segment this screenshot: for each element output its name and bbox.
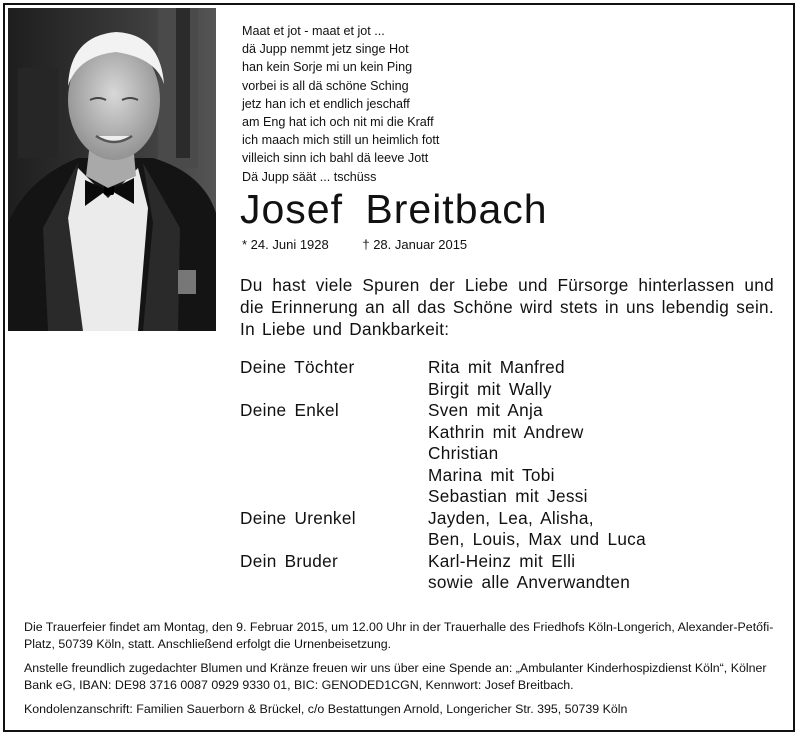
- family-member: Rita mit Manfred: [428, 357, 565, 377]
- family-group: [240, 551, 646, 594]
- poem: [242, 22, 439, 186]
- family-group: [240, 400, 646, 508]
- condolence-address: Kondolenzanschrift: Familien Sauerborn & Brückel, c/o Bestattungen Arnold, Longericher Str. 395, 50739 Köln: [24, 702, 628, 716]
- family-member: Birgit mit Wally: [428, 378, 552, 399]
- footer-notes: [24, 619, 774, 725]
- family-member: Ben, Louis, Max und Luca: [428, 529, 646, 549]
- funeral-notice: Die Trauerfeier findet am Montag, den 9. Februar 2015, um 12.00 Uhr in der Trauerhalle des Friedhofs Köln-Longerich, Alexander-Petőfi-Platz, 50739 Köln, statt. Anschließend erfolgt die Urnenbeisetzung.: [24, 620, 774, 651]
- portrait-illustration: [8, 8, 216, 331]
- family-group: [240, 357, 646, 400]
- family-group-label: Deine Töchter: [240, 357, 355, 377]
- poem-line: dä Jupp nemmt jetz singe Hot: [242, 42, 409, 57]
- death-date: † 28. Januar 2015: [362, 237, 468, 252]
- farewell-message: Du hast viele Spuren der Liebe und Fürsorge hinterlassen und die Erinnerung an all das Schöne wird stets in uns lebendig sein. In Liebe und Dankbarkeit:: [240, 275, 774, 339]
- family-list: [240, 357, 646, 594]
- family-group-label: Deine Urenkel: [240, 507, 356, 528]
- family-member: Jayden, Lea, Alisha,: [428, 507, 594, 528]
- family-group: [240, 508, 646, 551]
- family-member: Marina mit Tobi: [428, 464, 555, 485]
- family-group-label: Dein Bruder: [240, 550, 339, 571]
- poem-line: Dä Jupp säät ... tschüss: [242, 169, 377, 184]
- life-dates: [242, 237, 497, 252]
- poem-line: Maat et jot - maat et jot ...: [242, 24, 385, 38]
- poem-line: villeich sinn ich bahl dä leeve Jott: [242, 151, 429, 166]
- family-member: sowie alle Anverwandten: [428, 572, 631, 592]
- portrait-photo: [8, 8, 216, 331]
- poem-line: am Eng hat ich och nit mi die Kraff: [242, 115, 434, 130]
- poem-line: han kein Sorje mi un kein Ping: [242, 60, 413, 75]
- poem-line: ich maach mich still un heimlich fott: [242, 133, 440, 148]
- poem-line: vorbei is all dä schöne Sching: [242, 78, 409, 93]
- family-member: Sven mit Anja: [428, 400, 543, 420]
- donation-notice: Anstelle freundlich zugedachter Blumen und Kränze freuen wir uns über eine Spende an: „Ambulanter Kinderhospizdienst Köln“, Kölner Bank eG, IBAN: DE98 3716 0087 0929 9330 01, BIC: GENODED1CGN, Kennwort: Josef Breitbach.: [24, 661, 767, 692]
- family-group-label: Deine Enkel: [240, 400, 339, 420]
- birth-date: * 24. Juni 1928: [242, 237, 329, 252]
- family-member: Karl-Heinz mit Elli: [428, 550, 576, 571]
- family-member: Sebastian mit Jessi: [428, 486, 588, 506]
- poem-line: jetz han ich et endlich jeschaff: [242, 96, 410, 111]
- family-member: Kathrin mit Andrew: [428, 421, 584, 442]
- family-member: Christian: [428, 443, 499, 463]
- deceased-name: Josef Breitbach: [240, 186, 548, 232]
